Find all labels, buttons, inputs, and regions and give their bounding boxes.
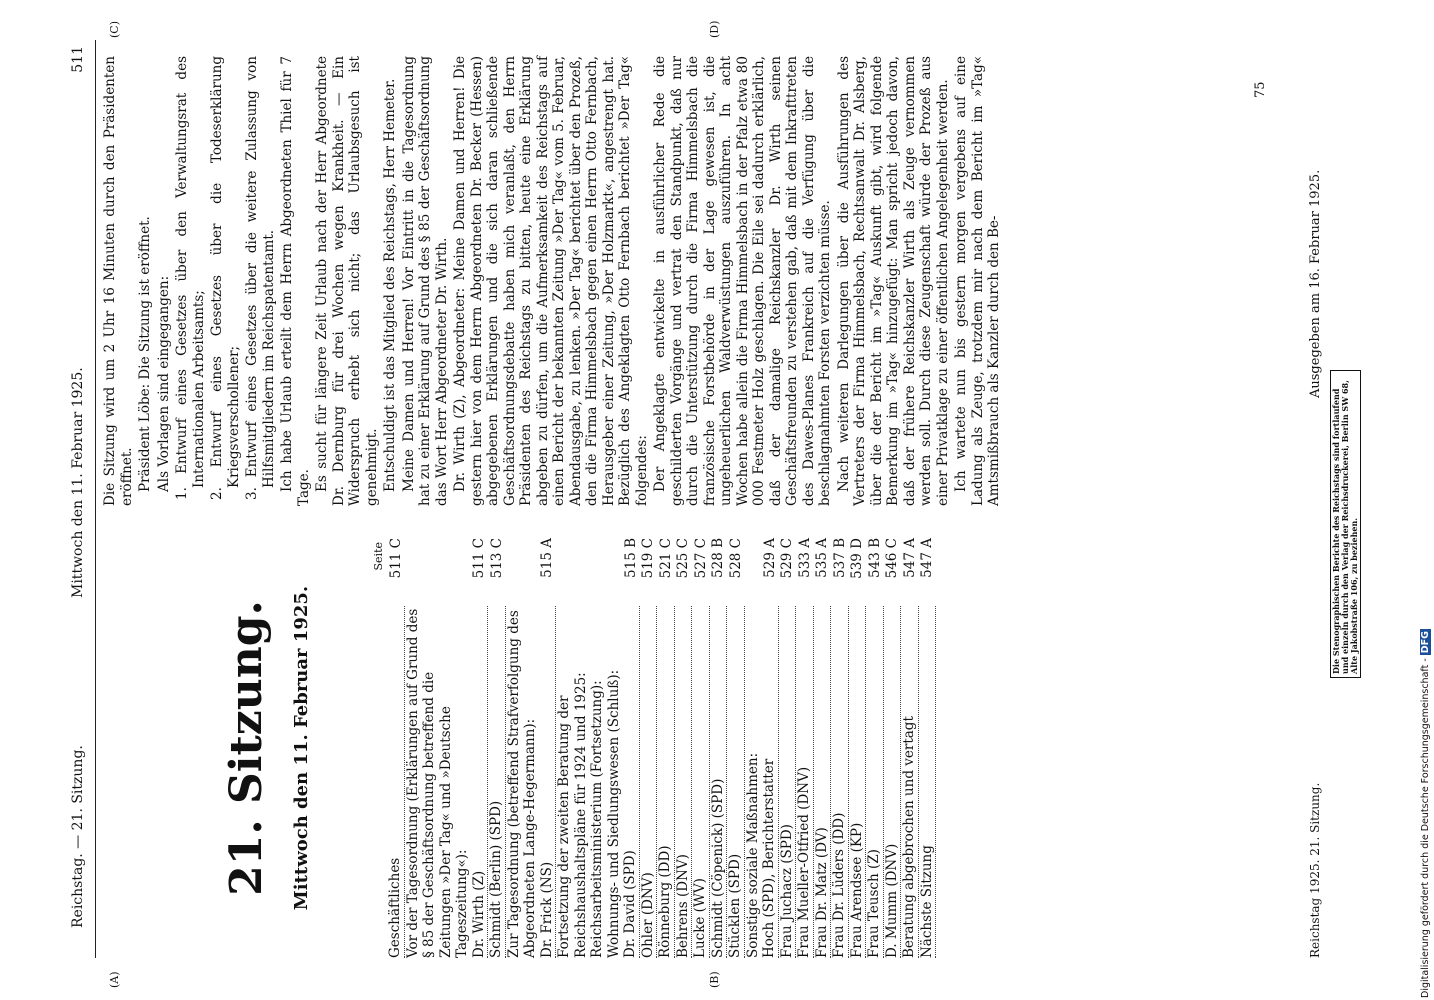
toc-row <box>709 538 727 958</box>
session-title: 21. Sitzung. <box>221 600 272 896</box>
body-paragraph: Als Vorlagen sind eingegangen: <box>155 275 172 492</box>
toc-row <box>761 538 778 958</box>
toc-page: 515 A <box>539 538 555 578</box>
toc-entry: Beratung abgebrochen und vertagt <box>901 606 919 958</box>
rotated-document-page <box>68 20 1359 988</box>
toc-entry: Rönneburg (DD) <box>657 606 675 958</box>
toc-page: 529 C <box>779 538 795 579</box>
body-paragraph: Es sucht für längere Zeit Urlaub nach der Herr Abgeordnete Dr. Dernburg für drei Wochen wegen Krankheit. — Ein Widerspruch erhebt sich nicht; das Urlaubsgesuch ist genehmigt. <box>314 56 380 506</box>
toc-row <box>674 538 692 958</box>
body-paragraph: Der Angeklagte entwickelte in ausführlicher Rede die geschilderten Vorgänge und vertrat den Standpunkt, daß nur durch die Unterstützung durch die Firma Himmelsbach die französische Forstbehörde in der Lage gewesen ist, die ungeheuerlichen Waldverwüstungen auszuführen. In acht Wochen habe allein die Firma Himmelsbach in der Pfalz etwa 80 000 Festmeter Holz geschlagen. Die Eile sei dadurch erklärlich, daß der damalige Reichskanzler Dr. Wirth seinen Geschäftsfreunden zu verstehen gab, daß mit dem Inkrafttreten des Dawes-Planes Frankreich auf die Verfügung über die beschlagnahmten Forsten verzichten müsse. <box>652 56 833 506</box>
toc-page: 511 C <box>387 538 404 579</box>
margin-mark-d: (D) <box>708 20 721 38</box>
toc-entry: Ohler (DNV) <box>639 606 657 958</box>
toc-row <box>813 538 831 958</box>
toc-entry: Frau Mueller-Otfried (DNV) <box>796 606 814 958</box>
toc-row <box>778 538 796 958</box>
toc-row <box>471 538 488 958</box>
toc-row <box>505 538 539 958</box>
toc-row <box>657 538 675 958</box>
toc-entry: Zur Tagesordnung (betreffend Strafverfolgung des Abgeordneten Lange-Hegermann): <box>505 610 538 958</box>
toc-page: 511 C <box>471 538 487 579</box>
toc-entry: Vor der Tagesordnung (Erklärungen auf Grund des § 85 der Geschäftsordnung betreffend die Zeitungen »Der Tag« und »Deutsche Tageszeitung«): <box>404 608 470 958</box>
toc-entry: Reichsarbeitsministerium (Fortsetzung): <box>589 680 605 958</box>
table-of-contents <box>387 538 936 958</box>
dfg-logo: DFG <box>1420 631 1431 654</box>
toc-page: 537 B <box>831 538 848 578</box>
toc-entry: Frau Dr. Lüders (DD) <box>831 606 849 958</box>
proceedings-column <box>102 56 1005 506</box>
toc-page: 546 C <box>884 538 900 579</box>
toc-entry: Behrens (DNV) <box>674 606 692 958</box>
body-paragraph: Nach weiteren Darlegungen über die Ausführungen des Vertreters der Firma Himmelsbach, Rechtsanwalt Dr. Alsberg, über die der Bericht im »Tag« Auskunft gibt, wird folgende Bemerkung im »Tag« hinzugefügt: Man spricht jedoch davon, daß der frühere Reichskanzler Wirth als Zeuge vernommen werden soll. Durch diese Zeugenschaft würde der Prozeß aus einer Privatklage zu einer öffentlichen Angelegenheit werden. <box>835 56 951 506</box>
toc-entry: Sonstige soziale Maßnahmen: <box>744 752 761 958</box>
toc-page: 528 C <box>727 538 744 579</box>
toc-row <box>387 538 404 958</box>
toc-entry: Dr. David (SPD) <box>622 606 639 958</box>
toc-row <box>901 538 919 958</box>
body-paragraph: Ich habe Urlaub erteilt dem Herrn Abgeordneten Thiel für 7 Tage. <box>279 56 312 506</box>
toc-page: 527 C <box>692 538 709 579</box>
body-paragraph: Ich wartete nun bis gestern morgen vergebens auf eine Ladung als Zeuge, trotzdem mir nach dem Bericht im »Tag« Amtsmißbrauch als Kanzler durch den Be- <box>953 56 1002 506</box>
toc-row <box>539 538 556 958</box>
toc-page <box>589 538 606 606</box>
toc-row <box>606 538 623 958</box>
header-middle: Mittwoch den 11. Februar 1925. <box>70 367 86 598</box>
toc-row <box>796 538 814 958</box>
toc-page <box>744 538 761 606</box>
body-paragraph: 2. Entwurf eines Gesetzes über die Todeserklärung Kriegsverschollener; <box>209 56 242 500</box>
toc-page: 535 A <box>814 538 830 578</box>
body-paragraph: Entschuldigt ist das Mitglied des Reichstags, Herr Hemeter. <box>382 78 398 492</box>
footer-issued: Ausgegeben am 16. Februar 1925. <box>1308 169 1323 398</box>
header-left: Reichstag. — 21. Sitzung. <box>70 745 86 928</box>
toc-row <box>589 538 606 958</box>
toc-row <box>692 538 710 958</box>
session-date: Mittwoch den 11. Februar 1925. <box>291 585 312 911</box>
toc-row <box>488 538 506 958</box>
toc-row <box>404 538 471 958</box>
toc-page <box>556 538 590 606</box>
body-paragraph: Meine Damen und Herren! Vor Eintritt in die Tagesordnung hat zu einer Erklärung auf Grund des § 85 der Geschäftsordnung das Wort Herr Abgeordneter Dr. Wirth. <box>400 56 450 506</box>
margin-mark-a: (A) <box>108 971 121 988</box>
body-paragraph: Die Sitzung wird um 2 Uhr 16 Minuten durch den Präsidenten eröffnet. <box>102 56 135 506</box>
toc-entry: Schmidt (Cöpenick) (SPD) <box>709 606 727 958</box>
toc-page: 543 B <box>866 538 883 578</box>
toc-page <box>606 538 623 606</box>
body-paragraph: Präsident Löbe: Die Sitzung ist eröffnet. <box>137 216 153 492</box>
toc-entry: Frau Juchacz (SPD) <box>778 606 796 958</box>
toc-entry: Nächste Sitzung <box>918 606 936 958</box>
toc-page <box>404 538 471 606</box>
toc-row <box>866 538 884 958</box>
toc-entry: Geschäftliches <box>387 606 404 958</box>
signature-mark: 75 <box>1253 81 1268 98</box>
toc-entry: Dr. Wirth (Z) <box>471 606 488 958</box>
toc-row <box>848 538 866 958</box>
digitization-text: Digitalisierung gefördert durch die Deutsche Forschungsgemeinschaft - <box>1420 658 1431 998</box>
toc-entry: Frau Teusch (Z) <box>866 606 884 958</box>
toc-entry: Frau Arendsee (KP) <box>848 606 866 958</box>
toc-entry: Schmidt (Berlin) (SPD) <box>488 606 506 958</box>
margin-mark-b: (B) <box>708 971 721 988</box>
toc-page: 528 B <box>710 538 726 578</box>
toc-entry: D. Mumm (DNV) <box>883 606 901 958</box>
toc-row <box>639 538 657 958</box>
toc-page: 547 A <box>901 538 918 578</box>
page-number: 511 <box>70 46 86 73</box>
toc-entry: Lucke (WV) <box>692 606 710 958</box>
toc-page <box>505 538 539 606</box>
toc-row <box>744 538 761 958</box>
toc-page: 521 C <box>657 538 674 579</box>
header-rule <box>95 40 96 958</box>
toc-entry: Frau Dr. Matz (DV) <box>813 606 831 958</box>
toc-row <box>831 538 849 958</box>
toc-page: 533 A <box>796 538 813 578</box>
toc-row <box>727 538 745 958</box>
footer-left: Reichstag 1925. 21. Sitzung. <box>1308 782 1322 958</box>
seite-label: Seite <box>371 542 385 571</box>
toc-row <box>556 538 590 958</box>
imprint-box: Die Stenographischen Berichte des Reichstags sind fortlaufend und einzeln durch den Verlag der Reichsdruckerei, Berlin SW 68, Alte Jakobstraße 106, zu beziehen. <box>1330 370 1361 678</box>
toc-page: 513 C <box>488 538 505 579</box>
left-column <box>102 538 936 958</box>
toc-page: 525 C <box>675 538 691 579</box>
toc-entry: Hoch (SPD), Berichterstatter <box>761 606 778 958</box>
toc-page: 519 C <box>640 538 656 579</box>
toc-page: 547 A <box>919 538 935 578</box>
toc-entry: Stücklen (SPD) <box>727 606 745 958</box>
body-paragraph: 1. Entwurf eines Gesetzes über den Verwaltungsrat des Internationalen Arbeitsamts; <box>174 56 207 500</box>
running-header <box>68 40 92 958</box>
toc-page: 529 A <box>761 538 778 578</box>
margin-mark-c: (C) <box>108 21 121 38</box>
toc-entry: Dr. Frick (NS) <box>539 606 556 958</box>
toc-entry: Wohnungs- und Siedlungswesen (Schluß): <box>605 669 622 958</box>
toc-row <box>918 538 936 958</box>
body-paragraph: 3. Entwurf eines Gesetzes über die weitere Zulassung von Hilfsmitgliedern im Reichspatentamt. <box>244 56 277 500</box>
toc-page: 515 B <box>622 538 639 578</box>
toc-row <box>622 538 639 958</box>
body-paragraph: Dr. Wirth (Z), Abgeordneter: Meine Damen und Herren! Die gestern hier von dem Herrn Abgeordneten Dr. Becker (Hessen) abgegebenen Erklärungen und die sich daran schließende Geschäftsordnungsdebatte haben mich veranlaßt, den Herrn Präsidenten des Reichstags zu bitten, heute eine Erklärung abgeben zu dürfen, um die Aufmerksamkeit des Reichstags auf einen Bericht der bekannten Zeitung »Der Tag« vom 5. Februar, Abendausgabe, zu lenken. »Der Tag« berichtet über den Prozeß, den die Firma Himmelsbach gegen einen Herrn Otto Fernbach, Herausgeber einer Zeitung, »Der Holzmarkt«, angestrengt hat. Bezüglich des Angeklagten Otto Fernbach berichtet »Der Tag« folgendes: <box>452 56 650 506</box>
toc-entry: Fortsetzung der zweiten Beratung der Reichshaushaltspläne für 1924 und 1925: <box>556 672 589 958</box>
toc-row <box>883 538 901 958</box>
toc-page: 539 D <box>849 538 865 579</box>
digitization-note <box>1420 629 1431 998</box>
